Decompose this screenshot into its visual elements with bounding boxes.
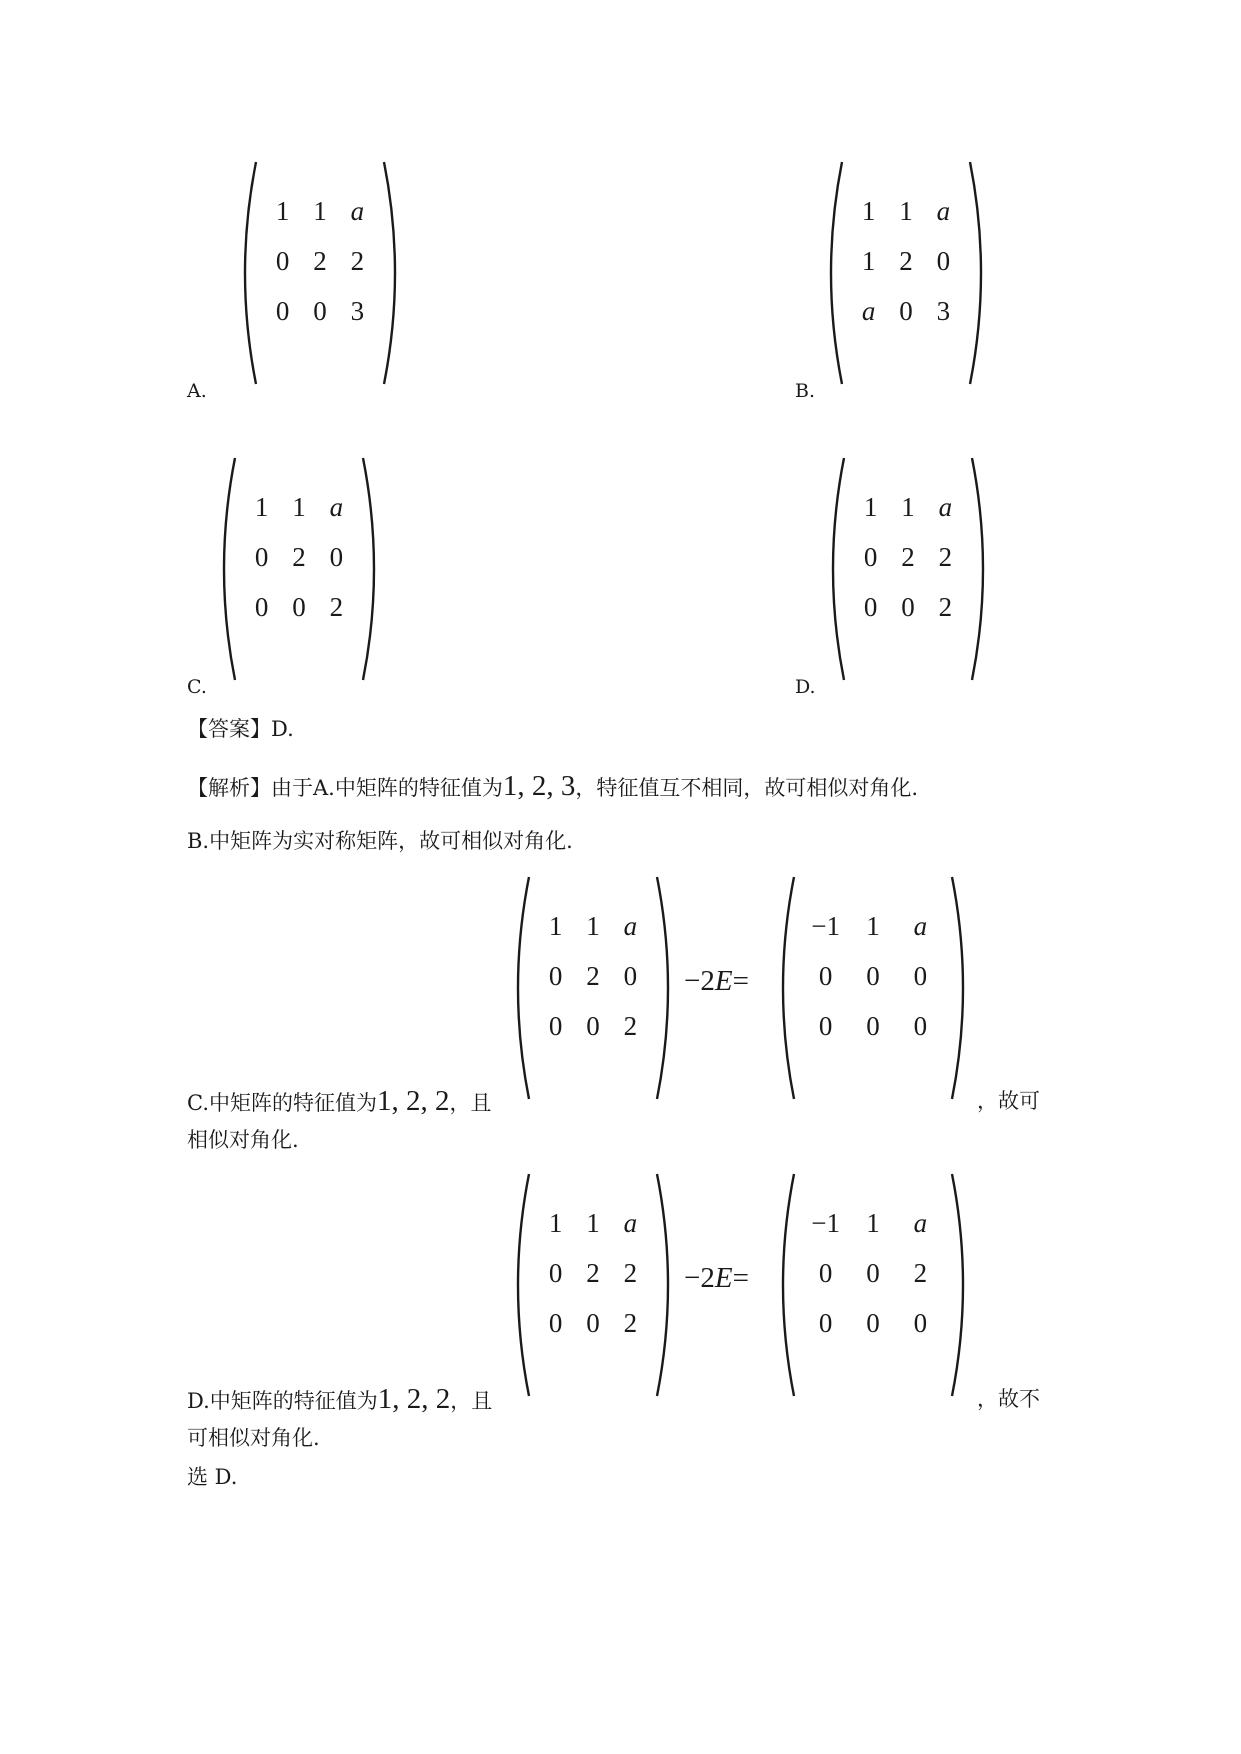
matrix-cell: 0 bbox=[866, 1011, 880, 1041]
right-paren bbox=[653, 875, 681, 1101]
matrix-cell: 2 bbox=[938, 542, 953, 572]
analysis-d-continuation: 可相似对角化. bbox=[187, 1426, 320, 1450]
analysis-c-eigenvalues: 1, 2, 2 bbox=[377, 1085, 450, 1117]
matrix-cell: 2 bbox=[623, 1011, 638, 1041]
matrix-cell: 0 bbox=[623, 961, 638, 991]
analysis-line-2: B.中矩阵为实对称矩阵，故可相似对角化. bbox=[187, 829, 573, 853]
right-paren bbox=[948, 875, 976, 1101]
matrix-cell: 0 bbox=[901, 592, 915, 622]
option-a-label: A. bbox=[187, 380, 207, 402]
left-paren bbox=[770, 1172, 798, 1398]
matrix-cell: 0 bbox=[329, 542, 344, 572]
option-a-matrix bbox=[232, 160, 408, 386]
left-paren bbox=[818, 160, 846, 386]
matrix-cell: 0 bbox=[586, 1011, 600, 1041]
left-paren bbox=[505, 1172, 533, 1398]
matrix-cell: 1 bbox=[899, 196, 913, 226]
matrix-cell: a bbox=[623, 1208, 638, 1238]
matrix-cell: 0 bbox=[936, 246, 951, 276]
matrix-cell: a bbox=[913, 911, 928, 941]
matrix-cell: 0 bbox=[866, 1308, 880, 1338]
option-c-label: C. bbox=[187, 676, 207, 698]
matrix-cell: 2 bbox=[913, 1258, 928, 1288]
matrix-cell: 0 bbox=[292, 592, 306, 622]
matrix-cell: a bbox=[936, 196, 951, 226]
conclusion-line: 选 D. bbox=[187, 1465, 238, 1489]
matrix-cell: 1 bbox=[866, 911, 880, 941]
matrix-cell: 2 bbox=[350, 246, 365, 276]
matrix-cell: 0 bbox=[866, 1258, 880, 1288]
analysis-line-1 bbox=[187, 771, 918, 803]
matrix-cell: 2 bbox=[623, 1258, 638, 1288]
left-paren bbox=[505, 875, 533, 1101]
right-paren bbox=[380, 160, 408, 386]
matrix-cell: a bbox=[350, 196, 365, 226]
answer-line: 【答案】D. bbox=[187, 717, 294, 741]
matrix-cell: 2 bbox=[901, 542, 915, 572]
right-paren bbox=[948, 1172, 976, 1398]
matrix-cell: 0 bbox=[866, 961, 880, 991]
analysis-c-text bbox=[187, 1086, 492, 1118]
matrix-cell: a bbox=[913, 1208, 928, 1238]
matrix-cell: 1 bbox=[866, 1208, 880, 1238]
right-paren bbox=[653, 1172, 681, 1398]
matrix-cell: 0 bbox=[548, 1308, 563, 1338]
option-d-label: D. bbox=[795, 676, 816, 698]
matrix-cell: 0 bbox=[818, 1011, 833, 1041]
analysis-line-1-suffix: ，特征值互不相同，故可相似对角化. bbox=[575, 776, 919, 800]
analysis-d-operator: −2E= bbox=[684, 1262, 749, 1294]
matrix-cell: 2 bbox=[938, 592, 953, 622]
matrix-cell: 2 bbox=[586, 961, 600, 991]
matrix-cell: 0 bbox=[586, 1308, 600, 1338]
matrix-cell: 0 bbox=[548, 1258, 563, 1288]
matrix-cell: 2 bbox=[623, 1308, 638, 1338]
matrix-cell: 0 bbox=[254, 592, 269, 622]
matrix-cell: 0 bbox=[275, 246, 290, 276]
analysis-d-suffix: ，故不 bbox=[977, 1387, 1040, 1411]
matrix-cell: 0 bbox=[548, 1011, 563, 1041]
analysis-c-suffix: ，故可 bbox=[977, 1089, 1040, 1113]
matrix-cell: −1 bbox=[811, 1208, 841, 1238]
matrix-cell: 0 bbox=[899, 296, 913, 326]
matrix-cell: 0 bbox=[275, 296, 290, 326]
matrix-cell: 1 bbox=[863, 492, 878, 522]
matrix-cell: 1 bbox=[548, 1208, 563, 1238]
analysis-line-1-prefix: 【解析】由于A.中矩阵的特征值为 bbox=[187, 776, 503, 800]
matrix-cell: 1 bbox=[861, 196, 876, 226]
matrix-cell: 2 bbox=[329, 592, 344, 622]
matrix-cell: 1 bbox=[313, 196, 327, 226]
matrix-cell: 0 bbox=[818, 961, 833, 991]
right-paren bbox=[968, 456, 996, 682]
matrix-cell: 2 bbox=[586, 1258, 600, 1288]
matrix-cell: 1 bbox=[254, 492, 269, 522]
right-paren bbox=[966, 160, 994, 386]
matrix-cell: 1 bbox=[292, 492, 306, 522]
matrix-cell: 0 bbox=[913, 961, 928, 991]
matrix-cell: 0 bbox=[818, 1308, 833, 1338]
matrix-cell: a bbox=[329, 492, 344, 522]
option-b-label: B. bbox=[795, 380, 816, 402]
matrix-cell: 2 bbox=[899, 246, 913, 276]
matrix-cell: 1 bbox=[586, 1208, 600, 1238]
analysis-d-left-matrix bbox=[505, 1172, 681, 1398]
right-paren bbox=[359, 456, 387, 682]
analysis-d-prefix: D.中矩阵的特征值为 bbox=[187, 1389, 378, 1413]
matrix-cell: 3 bbox=[350, 296, 365, 326]
analysis-c-prefix: C.中矩阵的特征值为 bbox=[187, 1091, 377, 1115]
left-paren bbox=[211, 456, 239, 682]
matrix-cell: 0 bbox=[913, 1308, 928, 1338]
analysis-c-mid: ，且 bbox=[449, 1091, 492, 1115]
matrix-cell: 0 bbox=[313, 296, 327, 326]
option-b-matrix bbox=[818, 160, 994, 386]
matrix-cell: 0 bbox=[254, 542, 269, 572]
left-paren bbox=[820, 456, 848, 682]
matrix-cell: 0 bbox=[913, 1011, 928, 1041]
matrix-cell: a bbox=[861, 296, 876, 326]
matrix-cell: a bbox=[623, 911, 638, 941]
matrix-cell: −1 bbox=[811, 911, 841, 941]
matrix-cell: 2 bbox=[292, 542, 306, 572]
matrix-cell: 0 bbox=[548, 961, 563, 991]
matrix-cell: 1 bbox=[861, 246, 876, 276]
analysis-c-left-matrix bbox=[505, 875, 681, 1101]
matrix-cell: 0 bbox=[863, 542, 878, 572]
matrix-cell: 1 bbox=[901, 492, 915, 522]
analysis-line-1-eigenvalues: 1, 2, 3 bbox=[502, 770, 576, 802]
left-paren bbox=[232, 160, 260, 386]
analysis-c-operator: −2E= bbox=[684, 965, 749, 997]
option-c-matrix bbox=[211, 456, 387, 682]
matrix-cell: a bbox=[938, 492, 953, 522]
option-d-matrix bbox=[820, 456, 996, 682]
matrix-cell: 3 bbox=[936, 296, 951, 326]
matrix-cell: 0 bbox=[818, 1258, 833, 1288]
left-paren bbox=[770, 875, 798, 1101]
matrix-cell: 0 bbox=[863, 592, 878, 622]
analysis-c-continuation: 相似对角化. bbox=[187, 1128, 299, 1152]
analysis-d-text bbox=[187, 1384, 492, 1416]
matrix-cell: 1 bbox=[586, 911, 600, 941]
analysis-d-eigenvalues: 1, 2, 2 bbox=[377, 1383, 451, 1415]
analysis-d-right-matrix bbox=[770, 1172, 976, 1398]
analysis-c-right-matrix bbox=[770, 875, 976, 1101]
matrix-cell: 1 bbox=[275, 196, 290, 226]
matrix-cell: 2 bbox=[313, 246, 327, 276]
matrix-cell: 1 bbox=[548, 911, 563, 941]
analysis-d-mid: ，且 bbox=[450, 1389, 493, 1413]
